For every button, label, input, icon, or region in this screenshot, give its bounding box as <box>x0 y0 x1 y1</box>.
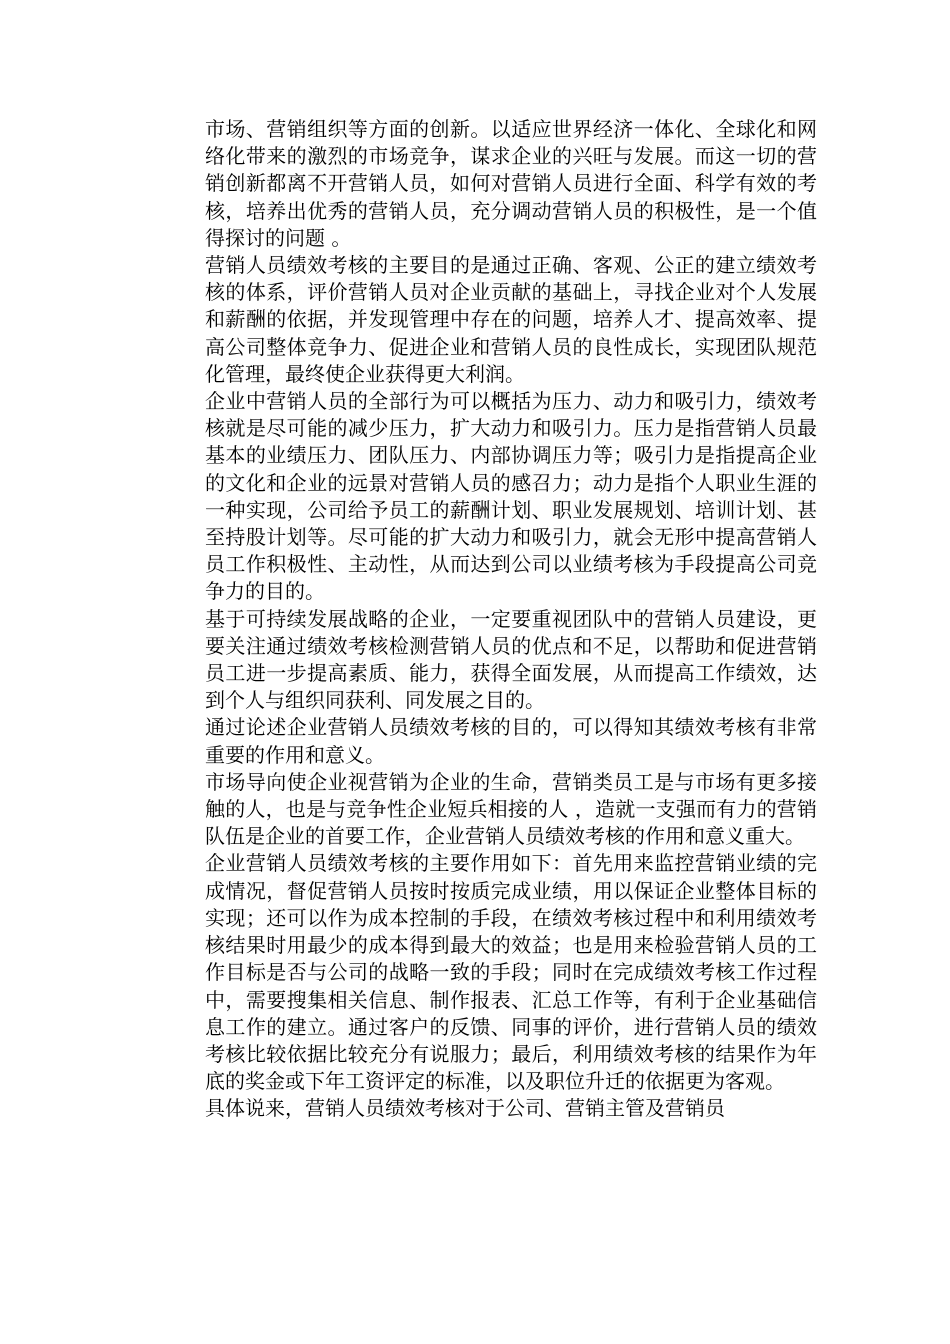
document-body <box>205 116 817 1123</box>
paragraph: 企业中营销人员的全部行为可以概括为压力、动力和吸引力，绩效考核就是尽可能的减少压力，扩大动力和吸引力。压力是指营销人员最基本的业绩压力、团队压力、内部协调压力等；吸引力是指提高企业的文化和企业的远景对营销人员的感召力；动力是指个人职业生涯的一种实现，公司给予员工的薪酬计划、职业发展规划、培训计划、甚至持股计划等。尽可能的扩大动力和吸引力，就会无形中提高营销人员工作积极性、主动性，从而达到公司以业绩考核为手段提高公司竞争力的目的。 <box>205 389 817 604</box>
paragraph: 通过论述企业营销人员绩效考核的目的，可以得知其绩效考核有非常重要的作用和意义。 <box>205 715 817 767</box>
paragraph: 企业营销人员绩效考核的主要作用如下：首先用来监控营销业绩的完成情况，督促营销人员按时按质完成业绩，用以保证企业整体目标的实现；还可以作为成本控制的手段，在绩效考核过程中和利用绩效考核结果时用最少的成本得到最大的效益；也是用来检验营销人员的工作目标是否与公司的战略一致的手段；同时在完成绩效考核工作过程中，需要搜集相关信息、制作报表、汇总工作等，有利于企业基础信息工作的建立。通过客户的反馈、同事的评价，进行营销人员的绩效考核比较依据比较充分有说服力；最后，利用绩效考核的结果作为年底的奖金或下年工资评定的标准，以及职位升迁的依据更为客观。 <box>205 851 817 1094</box>
paragraph: 市场、营销组织等方面的创新。以适应世界经济一体化、全球化和网络化带来的激烈的市场竞争，谋求企业的兴旺与发展。而这一切的营销创新都离不开营销人员，如何对营销人员进行全面、科学有效的考核，培养出优秀的营销人员，充分调动营销人员的积极性，是一个值得探讨的问题 。 <box>205 117 817 250</box>
paragraph: 市场导向使企业视营销为企业的生命，营销类员工是与市场有更多接触的人，也是与竞争性企业短兵相接的人 ，造就一支强而有力的营销队伍是企业的首要工作，企业营销人员绩效考核的作用和意义重大。 <box>205 769 817 849</box>
paragraph: 具体说来，营销人员绩效考核对于公司、营销主管及营销员 <box>205 1096 725 1121</box>
paragraph: 营销人员绩效考核的主要目的是通过正确、客观、公正的建立绩效考核的体系，评价营销人员对企业贡献的基础上，寻找企业对个人发展和薪酬的依据，并发现管理中存在的问题，培养人才、提高效率、提高公司整体竞争力、促进企业和营销人员的良性成长，实现团队规范化管理，最终使企业获得更大利润。 <box>205 253 817 386</box>
paragraph: 基于可持续发展战略的企业，一定要重视团队中的营销人员建设，更要关注通过绩效考核检测营销人员的优点和不足，以帮助和促进营销员工进一步提高素质、能力，获得全面发展，从而提高工作绩效，达到个人与组织同获利、同发展之目的。 <box>205 606 817 713</box>
